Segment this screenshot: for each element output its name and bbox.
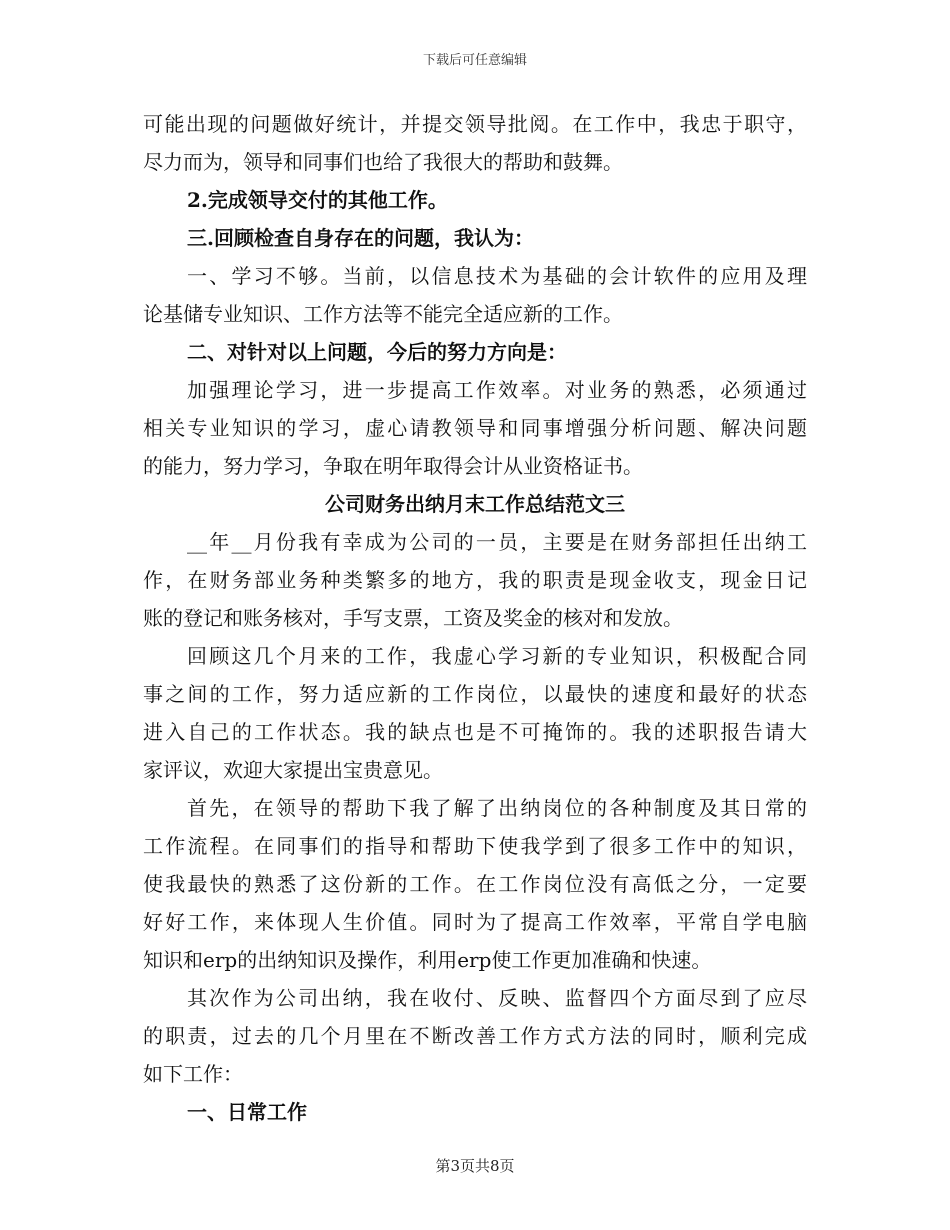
paragraph-line: 论基储专业知识、工作方法等不能完全适应新的工作。: [143, 302, 623, 326]
paragraph-line: 一、学习不够。当前，以信息技术为基础的会计软件的应用及理: [187, 264, 807, 288]
section-heading: 三.回顾检查自身存在的问题，我认为：: [187, 226, 534, 250]
article-title: 公司财务出纳月末工作总结范文三: [325, 492, 625, 516]
paragraph-line: 首先，在领导的帮助下我了解了出纳岗位的各种制度及其日常的: [187, 796, 807, 820]
section-heading: 二、对针对以上问题，今后的努力方向是：: [187, 340, 567, 364]
paragraph-line: 可能出现的问题做好统计，并提交领导批阅。在工作中，我忠于职守，: [143, 112, 807, 136]
paragraph-line: 的能力，努力学习，争取在明年取得会计从业资格证书。: [143, 454, 643, 478]
paragraph-line: 回顾这几个月来的工作，我虚心学习新的专业知识，积极配合同: [187, 644, 807, 668]
paragraph-line: 其次作为公司出纳，我在收付、反映、监督四个方面尽到了应尽: [187, 986, 807, 1010]
paragraph-line: 事之间的工作，努力适应新的工作岗位，以最快的速度和最好的状态: [143, 682, 807, 706]
paragraph-line: 家评议，欢迎大家提出宝贵意见。: [143, 758, 443, 782]
page-number: 第3页共8页: [435, 1157, 515, 1175]
paragraph-line: 知识和erp的出纳知识及操作，利用erp使工作更加准确和快速。: [143, 948, 712, 972]
paragraph-line: 作，在财务部业务种类繁多的地方，我的职责是现金收支，现金日记: [143, 568, 807, 592]
paragraph-line: 相关专业知识的学习，虚心请教领导和同事增强分析问题、解决问题: [143, 416, 807, 440]
paragraph-line: 的职责，过去的几个月里在不断改善工作方式方法的同时，顺利完成: [143, 1024, 807, 1048]
paragraph-line: 工作流程。在同事们的指导和帮助下使我学到了很多工作中的知识，: [143, 834, 807, 858]
section-heading: 一、日常工作: [187, 1100, 307, 1124]
paragraph-line: 好好工作，来体现人生价值。同时为了提高工作效率，平常自学电脑: [143, 910, 807, 934]
paragraph-line: 进入自己的工作状态。我的缺点也是不可掩饰的。我的述职报告请大: [143, 720, 807, 744]
paragraph-line: 尽力而为，领导和同事们也给了我很大的帮助和鼓舞。: [143, 150, 623, 174]
paragraph-line: 加强理论学习，进一步提高工作效率。对业务的熟悉，必须通过: [187, 378, 807, 402]
paragraph-line: 如下工作：: [143, 1062, 243, 1086]
paragraph-line: __年__月份我有幸成为公司的一员，主要是在财务部担任出纳工: [187, 530, 807, 554]
paragraph-line: 账的登记和账务核对，手写支票，工资及奖金的核对和发放。: [143, 606, 683, 630]
paragraph-line: 使我最快的熟悉了这份新的工作。在工作岗位没有高低之分，一定要: [143, 872, 807, 896]
document-body: [143, 105, 807, 1131]
page-header: 下载后可任意编辑: [422, 53, 527, 68]
numbered-item: 2.完成领导交付的其他工作。: [187, 188, 448, 212]
